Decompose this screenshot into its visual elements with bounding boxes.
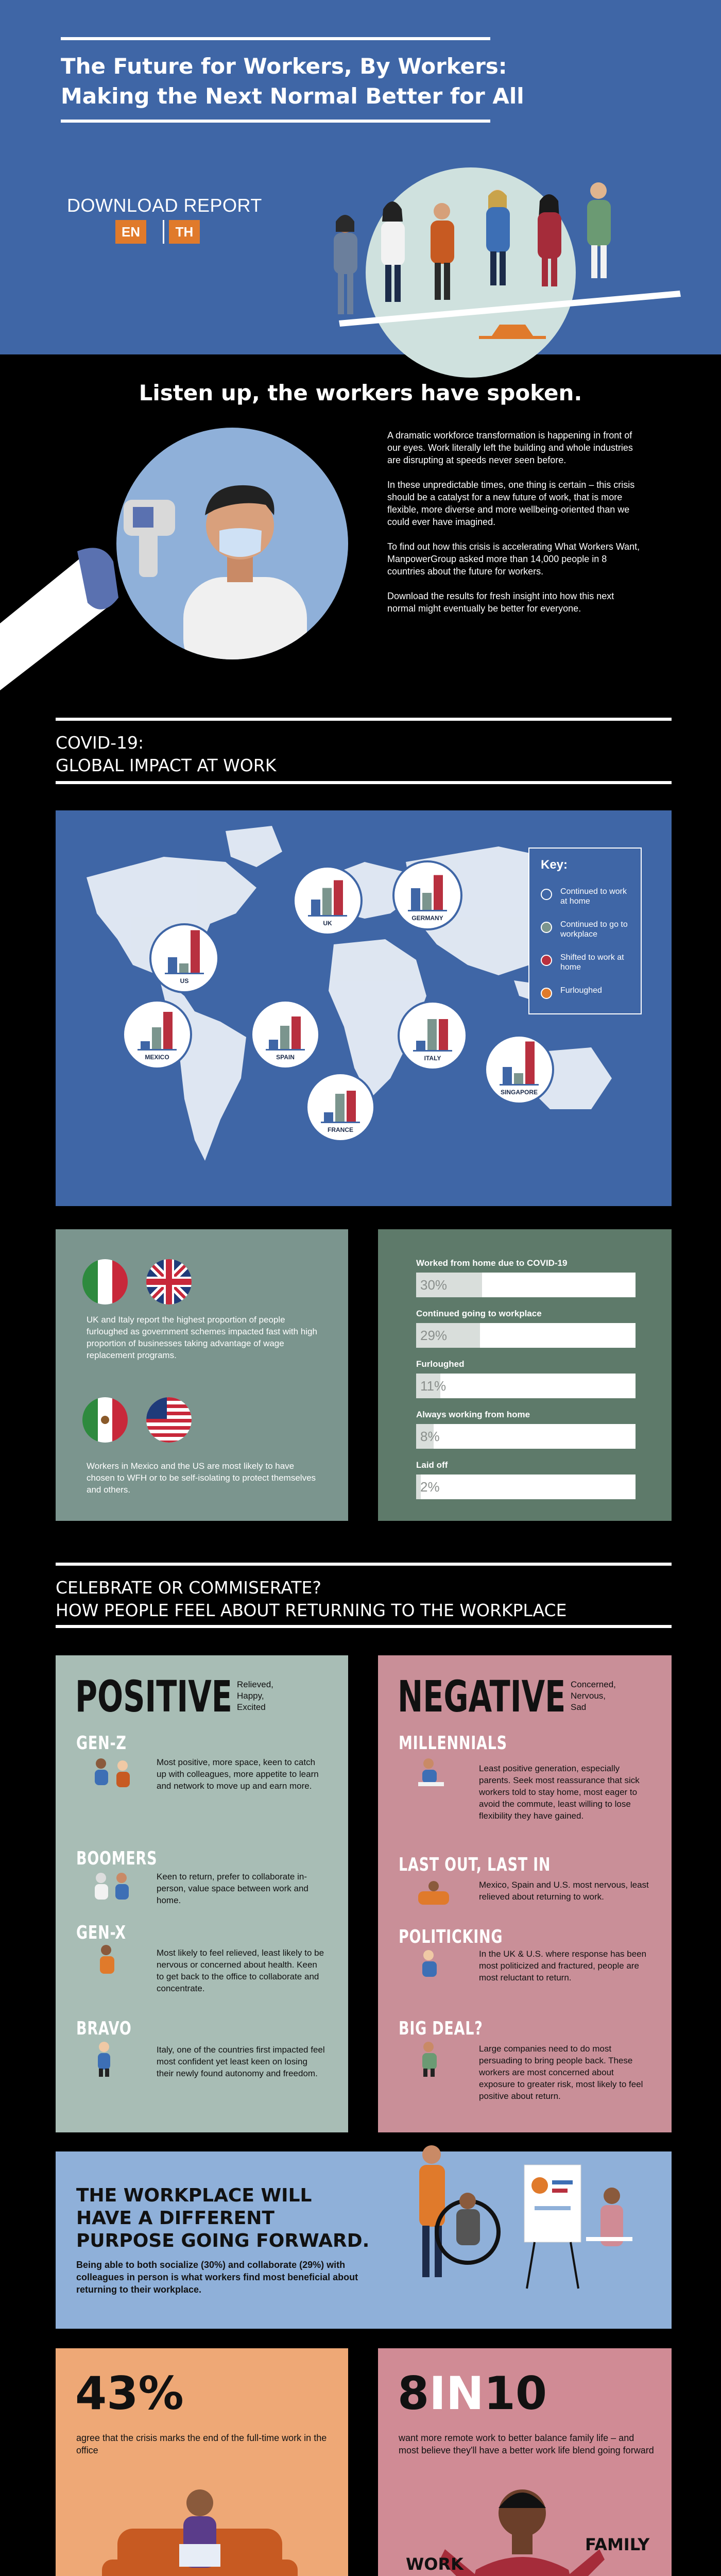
negative-moods	[571, 1679, 616, 1713]
country-bar	[168, 957, 177, 973]
office-collaboration-illustration	[396, 2139, 653, 2325]
country-label: MEXICO	[145, 1054, 169, 1061]
purpose-title-line-2: HAVE A DIFFERENT	[76, 2208, 274, 2229]
page-title	[61, 52, 576, 111]
wfh-insight-text: Workers in Mexico and the US are most likely to have chosen to WFH or to be self-isolating to protect themselves and others.	[87, 1461, 316, 1495]
big-deal-figure-icon	[408, 2041, 459, 2077]
bravo-figure-icon	[85, 2041, 137, 2077]
header-top-rule	[61, 37, 490, 40]
covid-top-rule	[56, 718, 672, 721]
country-bar	[324, 1112, 333, 1122]
gen-x-figure-icon	[85, 1943, 137, 1979]
listen-heading: Listen up, the workers have spoken.	[139, 380, 582, 405]
category-title-politicking: POLITICKING	[399, 1926, 503, 1947]
covid-section-title	[56, 732, 276, 777]
category-title-millennials: MILLENNIALS	[399, 1733, 507, 1754]
download-en-button[interactable]: EN	[115, 220, 146, 244]
bar-value: 30%	[420, 1277, 448, 1293]
millennials-figure-icon	[408, 1756, 459, 1792]
world-map-panel	[56, 810, 672, 1206]
legend-title: Key:	[541, 858, 568, 872]
country-bar	[422, 893, 432, 910]
bar-value: 2%	[420, 1479, 440, 1495]
stat-43-panel	[56, 2348, 348, 2576]
country-badge-france	[306, 1073, 374, 1141]
mood-word: Sad	[571, 1702, 587, 1712]
category-desc-boomers: Keen to return, prefer to collaborate in-person, value space between work and home.	[157, 1872, 308, 1905]
boomers-figure-icon	[85, 1871, 137, 1907]
legend-label: Continued to work at home	[560, 887, 627, 906]
badge-baseline	[321, 1122, 360, 1123]
download-report-label[interactable]: DOWNLOAD REPORT	[67, 195, 262, 216]
bar-label-furloughed: Furloughed	[416, 1359, 465, 1369]
uk-flag-icon	[146, 1259, 192, 1304]
workplace-purpose-panel	[56, 2151, 672, 2329]
category-title-gen-x: GEN-X	[76, 1922, 126, 1943]
sofa-laptop-illustration	[71, 2467, 334, 2576]
legend-item-work-at-home	[541, 887, 632, 906]
category-title-last-out-last-in: LAST OUT, LAST IN	[399, 1854, 551, 1875]
country-bar	[434, 875, 443, 910]
celebrate-top-rule	[56, 1563, 672, 1566]
header-bottom-rule	[61, 120, 490, 123]
header-banner	[0, 0, 721, 354]
country-bar	[347, 1091, 356, 1122]
country-bar	[280, 1026, 289, 1049]
country-label: GERMANY	[411, 914, 443, 922]
country-label: SPAIN	[276, 1054, 295, 1061]
legend-label: Continued to go to workplace	[560, 920, 628, 939]
covid-title-line-2: GLOBAL IMPACT AT WORK	[56, 755, 277, 775]
legend-item-furloughed	[541, 986, 632, 999]
download-th-button[interactable]: TH	[169, 220, 200, 244]
bar-worked-from-home	[416, 1273, 636, 1297]
us-flag-icon	[146, 1397, 192, 1443]
country-bar	[291, 1016, 301, 1049]
legend-swatch	[541, 922, 552, 933]
legend-item-shifted-home	[541, 953, 632, 972]
badge-baseline	[165, 973, 204, 974]
country-bar	[141, 1041, 150, 1049]
legend-label: Shifted to work at home	[560, 953, 624, 972]
bar-value: 11%	[420, 1378, 447, 1394]
mood-word: Happy,	[237, 1691, 264, 1701]
category-title-gen-z: GEN-Z	[76, 1733, 127, 1754]
country-badge-singapore	[485, 1036, 553, 1104]
country-badge-uk	[294, 867, 362, 935]
celebrate-title-line-1: CELEBRATE OR COMMISERATE?	[56, 1578, 321, 1598]
bar-label-worked-from-home: Worked from home due to COVID-19	[416, 1258, 568, 1268]
celebrate-section-title	[56, 1577, 566, 1622]
listen-copy	[387, 429, 645, 627]
country-bar	[152, 1027, 161, 1049]
badge-baseline	[408, 910, 447, 911]
bar-value: 8%	[420, 1429, 440, 1444]
country-bar	[416, 1041, 425, 1050]
legend-swatch	[541, 889, 552, 900]
stat-43-description: agree that the crisis marks the end of the full-time work in the office	[76, 2433, 327, 2455]
work-status-bars-panel	[378, 1229, 672, 1521]
country-bar	[439, 1019, 448, 1050]
covid-title-line-1: COVID-19:	[56, 733, 144, 753]
legend-item-go-to-workplace	[541, 920, 632, 939]
badge-baseline	[266, 1049, 305, 1050]
country-badge-spain	[251, 1001, 319, 1069]
thermometer-hand-illustration	[0, 495, 185, 711]
country-label: UK	[323, 920, 332, 927]
country-bar	[179, 963, 188, 973]
mood-word: Relieved,	[237, 1680, 273, 1689]
purpose-title-line-3: PURPOSE GOING FORWARD.	[76, 2230, 370, 2251]
legend-label: Furloughed	[560, 986, 602, 995]
country-label: FRANCE	[328, 1126, 353, 1133]
listen-paragraph-3: To find out how this crisis is accelerating What Workers Want, ManpowerGroup asked more than 14,000 people in 8 countries about the future for workers.	[387, 541, 640, 577]
bar-label-laid-off: Laid off	[416, 1460, 448, 1470]
listen-paragraph-1: A dramatic workforce transformation is happening in front of our eyes. Work literally left the building and whole industries are disrupting at speeds never seen before.	[387, 430, 633, 465]
purpose-heading	[76, 2184, 396, 2252]
country-label: ITALY	[424, 1055, 441, 1062]
positive-moods	[237, 1679, 273, 1713]
workers-seesaw-illustration	[309, 170, 700, 355]
legend-swatch	[541, 955, 552, 966]
category-desc-gen-x: Most likely to feel relieved, least likely to be nervous or concerned about health. Keen to get back to the office to collaborate and concentrate.	[157, 1948, 324, 1993]
family-label: FAMILY	[585, 2535, 650, 2554]
country-bar	[503, 1067, 512, 1084]
country-bar	[322, 888, 332, 916]
country-bar	[163, 1012, 173, 1049]
country-badge-italy	[399, 1002, 467, 1070]
badge-baseline	[413, 1050, 452, 1052]
country-bar	[334, 880, 343, 916]
country-bar	[514, 1073, 523, 1084]
language-separator	[163, 220, 164, 244]
badge-baseline	[138, 1049, 177, 1050]
furlough-insight-panel	[56, 1229, 348, 1521]
country-bar	[191, 930, 200, 973]
category-desc-last-out-last-in: Mexico, Spain and U.S. most nervous, least relieved about returning to work.	[479, 1880, 649, 1902]
bar-continued-workplace	[416, 1323, 636, 1348]
stat-number: 10	[484, 2367, 547, 2420]
category-desc-bravo: Italy, one of the countries first impacted feel most confident yet least keen on losing their newly found autonomy and freedom.	[157, 2045, 325, 2078]
category-desc-politicking: In the UK & U.S. where response has been most politicized and fractured, people are most reluctant to return.	[479, 1949, 647, 1982]
furlough-insight-text: UK and Italy report the highest proportion of people furloughed as government schemes impacted fast with high proportion of businesses taking advantage of wage replacement programs.	[87, 1315, 317, 1360]
country-label: US	[180, 977, 189, 985]
country-badge-mexico	[123, 1001, 191, 1069]
stat-43-value: 43%	[75, 2367, 184, 2420]
bar-furloughed	[416, 1374, 636, 1398]
bar-label-always-home: Always working from home	[416, 1410, 530, 1419]
politicking-figure-icon	[408, 1948, 459, 1984]
badge-baseline	[500, 1084, 539, 1086]
country-bar	[525, 1042, 535, 1084]
category-desc-gen-z: Most positive, more space, keen to catch up with colleagues, more appetite to learn and network to move up and earn more.	[157, 1757, 319, 1791]
country-bar	[311, 900, 320, 915]
category-desc-millennials: Least positive generation, especially parents. Seek most reassurance that sick workers told to stay home, most eager to avoid the commute, least willing to lose flexibility they have gained.	[479, 1764, 640, 1821]
stat-8in10-panel	[378, 2348, 672, 2576]
category-desc-big-deal: Large companies need to do most persuading to bring people back. These workers are most concerned about exposure to greater risk, most likely to feel positive about return.	[479, 2044, 643, 2101]
bar-label-continued-workplace: Continued going to workplace	[416, 1309, 542, 1318]
celebrate-bottom-rule	[56, 1625, 672, 1628]
last-out-figure-icon	[408, 1876, 459, 1912]
covid-bottom-rule	[56, 781, 672, 784]
purpose-title-line-1: THE WORKPLACE WILL	[76, 2185, 312, 2206]
bar-laid-off	[416, 1475, 636, 1499]
mood-word: Concerned,	[571, 1680, 616, 1689]
stat-8in10-value	[398, 2368, 547, 2419]
work-label: WORK	[406, 2554, 464, 2574]
gen-z-figure-icon	[85, 1756, 137, 1792]
badge-baseline	[308, 915, 347, 917]
title-line-2: Making the Next Normal Better for All	[61, 83, 524, 109]
celebrate-title-line-2: HOW PEOPLE FEEL ABOUT RETURNING TO THE WORKPLACE	[56, 1600, 567, 1620]
title-line-1: The Future for Workers, By Workers:	[61, 54, 507, 79]
category-title-boomers: BOOMERS	[76, 1848, 158, 1869]
country-label: SINGAPORE	[500, 1089, 538, 1096]
positive-heading: POSITIVE	[75, 1671, 232, 1722]
italy-flag-icon	[82, 1259, 128, 1304]
country-bar	[269, 1040, 278, 1049]
stat-number: 8	[398, 2367, 430, 2420]
listen-paragraph-2: In these unpredictable times, one thing is certain – this crisis should be a catalyst for a new future of work, that is more flexible, more diverse and more wellbeing-oriented than we could ever have imagined.	[387, 480, 635, 527]
stat-in-word: IN	[429, 2367, 484, 2420]
category-title-bravo: BRAVO	[76, 2018, 132, 2039]
country-bar	[335, 1094, 345, 1122]
legend-swatch	[541, 988, 552, 999]
mood-word: Excited	[237, 1702, 266, 1712]
bar-always-home	[416, 1424, 636, 1449]
mexico-flag-icon	[82, 1397, 128, 1443]
stat-8in10-description: want more remote work to better balance family life – and most believe they'll have a better work life blend going forward	[399, 2433, 654, 2455]
country-bar	[427, 1019, 437, 1050]
country-badge-us	[150, 924, 218, 992]
negative-panel	[378, 1655, 672, 2132]
negative-heading: NEGATIVE	[398, 1671, 566, 1722]
category-title-big-deal: BIG DEAL?	[399, 2018, 483, 2039]
map-legend	[528, 848, 642, 1014]
mood-word: Nervous,	[571, 1691, 606, 1701]
purpose-description: Being able to both socialize (30%) and collaborate (29%) with colleagues in person is what workers find most beneficial about returning to their workplace.	[76, 2260, 358, 2295]
bar-value: 29%	[420, 1328, 448, 1343]
country-bar	[411, 888, 420, 910]
positive-panel	[56, 1655, 348, 2132]
listen-paragraph-4: Download the results for fresh insight into how this next normal might eventually be better for everyone.	[387, 591, 614, 614]
country-badge-germany	[393, 861, 461, 929]
